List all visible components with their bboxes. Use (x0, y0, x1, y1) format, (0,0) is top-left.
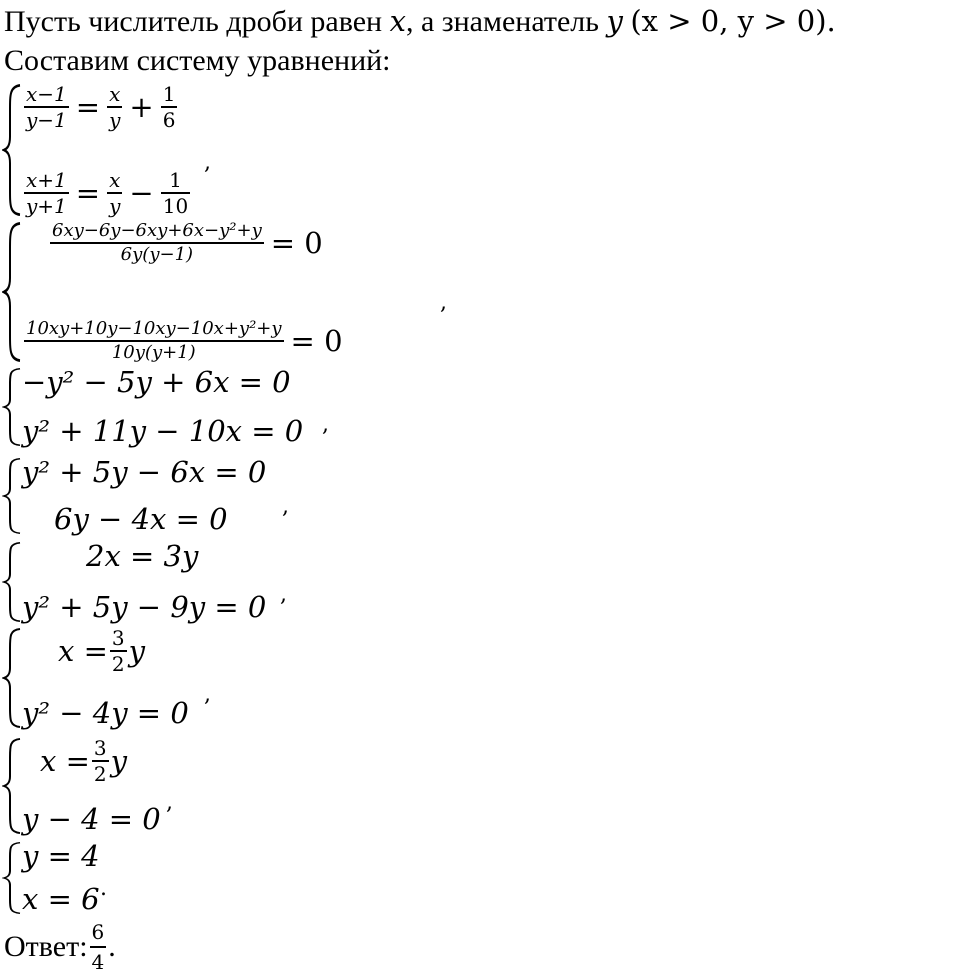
denominator: 4 (91, 950, 105, 974)
system-1-row-1 (22, 84, 192, 130)
denominator: y (109, 108, 121, 132)
system-6 (2, 628, 189, 728)
system-4-row-2: 6y − 4x = 0 (54, 502, 228, 536)
system-7-row-2: y − 4 = 0 (22, 802, 161, 836)
intro-text-a: Пусть числитель дроби равен (4, 5, 390, 38)
system-4 (2, 455, 267, 536)
system-8-row-2: x = 6 (22, 882, 100, 916)
numerator: 6 (91, 920, 105, 944)
system-3-row-1: −y² − 5y + 6x = 0 (22, 365, 291, 399)
intro-var-x: x (389, 4, 406, 38)
fraction (161, 84, 178, 130)
fraction (107, 84, 122, 130)
equation-left: x = (40, 743, 90, 778)
system-5-row-2: y² + 5y − 9y = 0 (22, 590, 267, 624)
comma: , (282, 494, 289, 519)
numerator: 3 (93, 736, 107, 760)
comma: , (440, 290, 447, 315)
numerator: x+1 (26, 168, 67, 192)
equals-sign: = (75, 89, 101, 124)
system-4-row-1: y² + 5y − 6x = 0 (22, 455, 267, 489)
brace-icon (2, 222, 22, 362)
denominator: y+1 (26, 194, 67, 218)
numerator: 1 (162, 82, 176, 106)
system-1-row-2 (22, 170, 192, 216)
brace-icon (2, 368, 22, 446)
system-5-row-1: 2x = 3y (86, 539, 199, 573)
brace-icon (2, 542, 22, 622)
fraction (24, 170, 69, 216)
period: . (100, 876, 107, 901)
system-8-row-1: y = 4 (22, 839, 100, 873)
compose-line: Составим систему уравнений: (4, 44, 391, 77)
system-7 (2, 738, 161, 834)
fraction (107, 170, 122, 216)
comma: , (204, 150, 211, 175)
answer-line (4, 920, 116, 974)
equation-right: y (128, 633, 145, 668)
comma: , (166, 790, 173, 815)
fraction (50, 222, 264, 264)
numerator: x (109, 82, 121, 106)
answer-fraction (90, 920, 107, 974)
system-3-row-2: y² + 11y − 10x = 0 (22, 414, 304, 448)
system-2-row-1 (22, 222, 348, 264)
numerator: x (109, 168, 121, 192)
system-6-row-1 (22, 628, 189, 674)
system-2-row-2 (22, 320, 348, 362)
equation-rhs: = 0 (290, 323, 343, 358)
system-3 (2, 365, 304, 448)
operator: − (129, 175, 154, 210)
intro-var-y: y (606, 4, 623, 38)
denominator: y−1 (26, 108, 67, 132)
fraction (161, 170, 190, 216)
answer-label: Ответ: (4, 930, 88, 963)
system-5 (2, 539, 267, 624)
fraction (92, 738, 109, 784)
operator: + (129, 89, 154, 124)
equation-rhs: = 0 (270, 225, 323, 260)
system-1 (2, 84, 192, 216)
denominator: 10y(y+1) (111, 342, 196, 363)
brace-icon (2, 842, 22, 914)
equation-right: y (110, 743, 127, 778)
denominator: y (109, 194, 121, 218)
system-8 (2, 839, 100, 916)
answer-period: . (108, 930, 116, 963)
denominator: 2 (111, 652, 125, 676)
numerator: 6xy−6y−6xy+6x−y²+y (52, 220, 262, 241)
numerator: 10xy+10y−10xy−10x+y²+y (26, 318, 282, 339)
system-6-row-2: y² − 4y = 0 (22, 696, 189, 730)
brace-icon (2, 738, 22, 834)
fraction (24, 84, 69, 130)
comma: , (322, 412, 329, 437)
equals-sign: = (75, 175, 101, 210)
equation-left: x = (58, 633, 108, 668)
brace-icon (2, 628, 22, 728)
intro-condition: (x > 0, y > 0). (630, 4, 836, 38)
fraction (24, 320, 284, 362)
system-2 (2, 222, 348, 362)
comma: , (204, 682, 211, 707)
brace-icon (2, 84, 22, 216)
denominator: 6y(y−1) (120, 244, 194, 265)
denominator: 2 (93, 762, 107, 786)
intro-line (4, 4, 836, 39)
fraction (110, 628, 127, 674)
intro-text-b: , а знаменатель (405, 5, 607, 38)
numerator: 3 (111, 626, 125, 650)
brace-icon (2, 458, 22, 534)
system-7-row-1 (22, 738, 161, 784)
numerator: 1 (169, 168, 182, 192)
denominator: 10 (162, 194, 189, 218)
numerator: x−1 (26, 82, 67, 106)
comma: , (280, 582, 287, 607)
denominator: 6 (162, 108, 176, 132)
